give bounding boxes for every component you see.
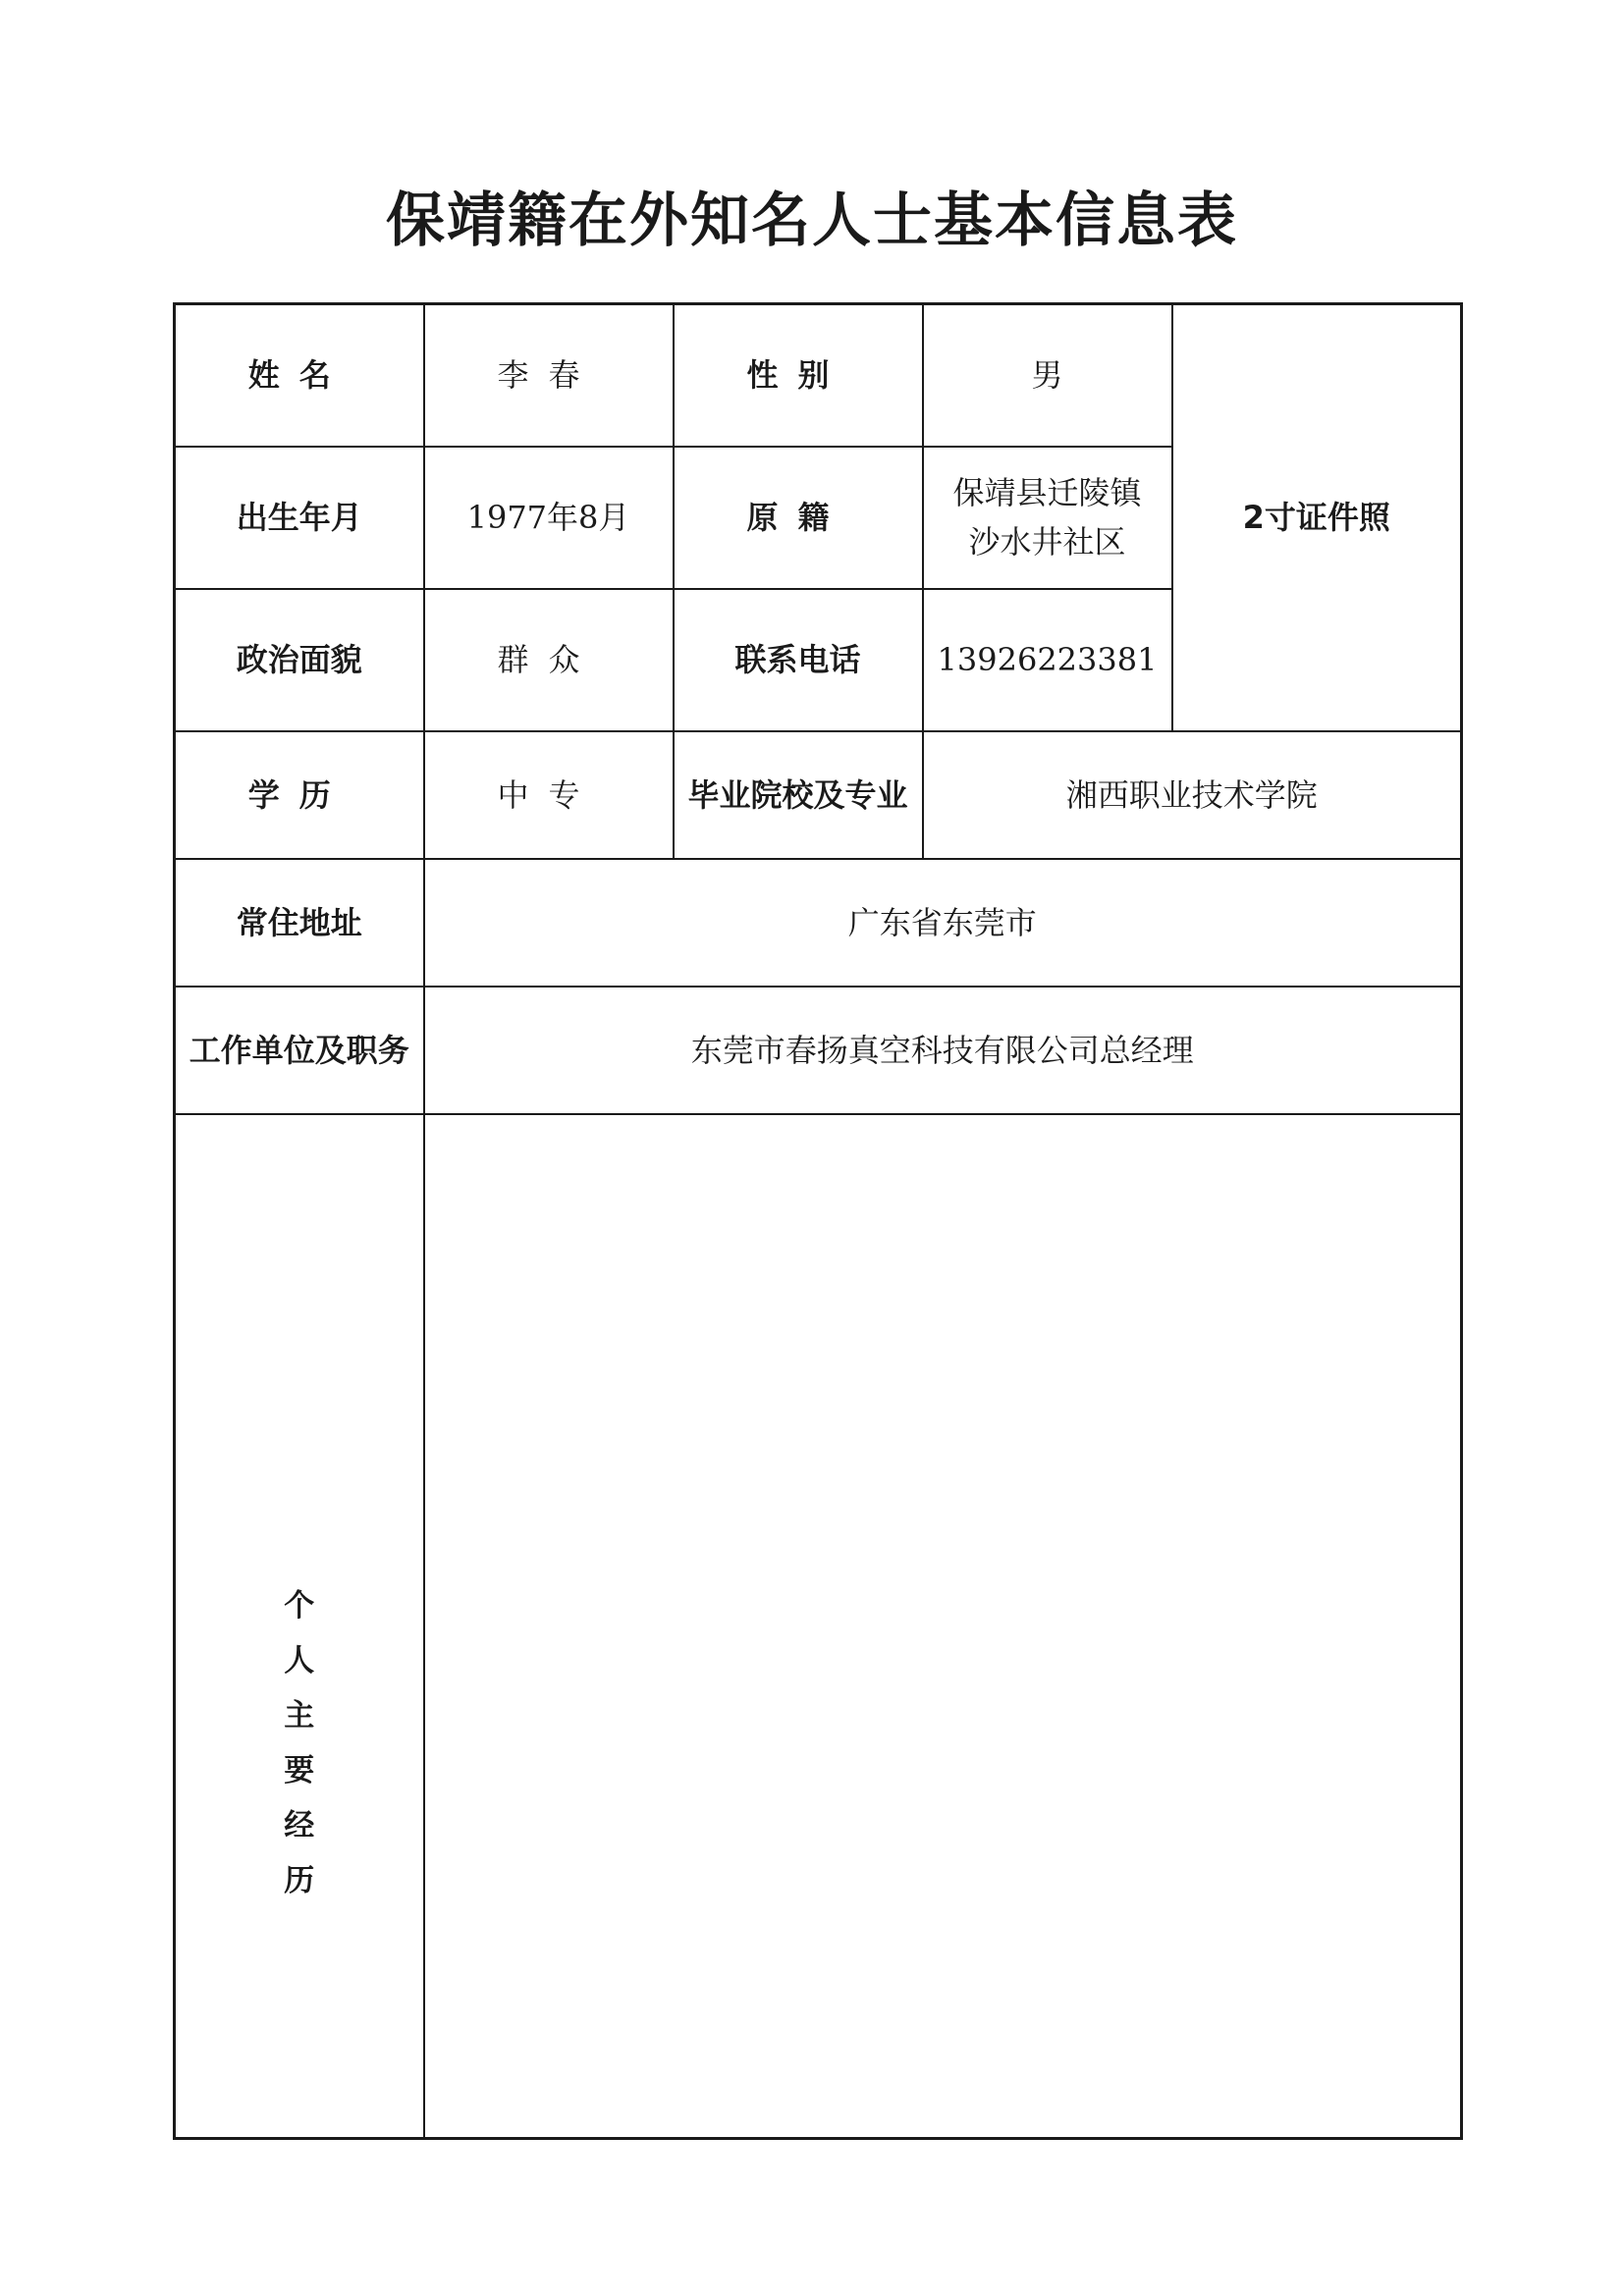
label-school: 毕业院校及专业: [674, 731, 923, 859]
label-birth: 出生年月: [175, 447, 424, 589]
label-experience: 个人主要经历: [284, 1588, 315, 1899]
value-origin-line2: 沙水井社区: [968, 523, 1126, 561]
label-politics: 政治面貌: [175, 589, 424, 731]
value-school: 湘西职业技术学院: [923, 731, 1462, 859]
label-gender: 性别: [674, 304, 923, 447]
label-education: 学历: [175, 731, 424, 859]
table-row: [175, 987, 1462, 1114]
page-title: 保靖籍在外知名人士基本信息表: [386, 187, 1238, 255]
table-row: [175, 859, 1462, 987]
info-table: [173, 302, 1463, 2140]
value-work: 东莞市春扬真空科技有限公司总经理: [424, 987, 1462, 1114]
value-name: 李春: [424, 304, 674, 447]
table-row: [175, 1114, 1462, 2139]
photo-placeholder: 2寸证件照: [1172, 304, 1462, 731]
table-row: [175, 304, 1462, 447]
value-address: 广东省东莞市: [424, 859, 1462, 987]
label-origin: 原籍: [674, 447, 923, 589]
label-work: 工作单位及职务: [175, 987, 424, 1114]
value-politics: 群众: [424, 589, 674, 731]
label-phone: 联系电话: [674, 589, 923, 731]
table-row: [175, 731, 1462, 859]
value-experience: [424, 1114, 1462, 2139]
value-origin: [923, 447, 1172, 589]
label-address: 常住地址: [175, 859, 424, 987]
value-origin-line1: 保靖县迁陵镇: [952, 474, 1142, 511]
value-birth: 1977年8月: [424, 447, 674, 589]
label-name: 姓名: [175, 304, 424, 447]
value-education: 中专: [424, 731, 674, 859]
value-phone: 13926223381: [923, 589, 1172, 731]
label-experience-cell: [175, 1114, 424, 2139]
value-gender: 男: [923, 304, 1172, 447]
